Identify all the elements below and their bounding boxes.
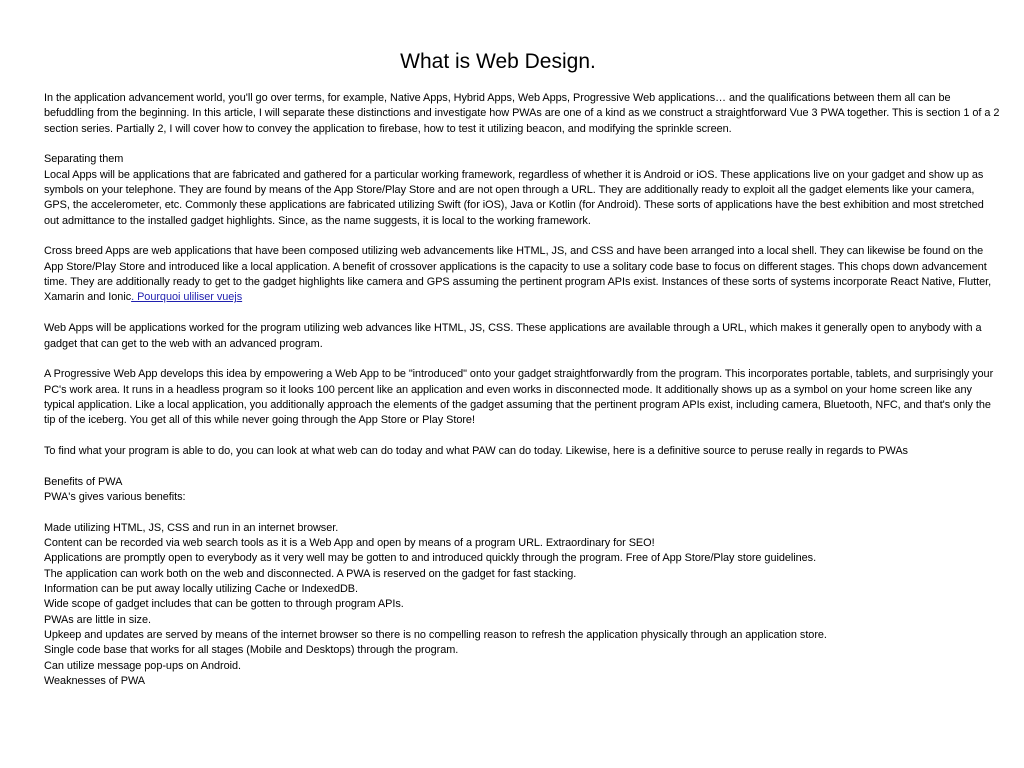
article-body (44, 91, 1000, 689)
web-apps-paragraph: Web Apps will be applications worked for the program utilizing web advances like HTML, JS, CSS. These applications are available through a URL, which makes it generally open to anybody with a gadget that can get to the web with an advanced program. (44, 322, 982, 350)
hybrid-apps-text: Cross breed Apps are web applications that have been composed utilizing web advancements like HTML, JS, and CSS and have been arranged into a local shell. They can likewise be found on the App Store/Play Store and introduced like a local application. A benefit of crossover applications is the capacity to use a solitary code base to focus on different stages. This chops down advancement time. They are additionally ready to get to the gadget highlights like camera and GPS assuming the pertinent program APIs exist. Instances of these sorts of systems incorporate React Native, Flutter, Xamarin and Ionic (44, 245, 992, 304)
hybrid-apps-paragraph (44, 244, 1000, 305)
benefit-item: Information can be put away locally utilizing Cache or IndexedDB. (44, 583, 359, 595)
benefit-item: Made utilizing HTML, JS, CSS and run in an internet browser. (44, 521, 339, 534)
benefit-item: Single code base that works for all stages (Mobile and Desktops) through the program. (44, 644, 459, 657)
paragraph-spacer (44, 137, 1000, 152)
benefit-item: The application can work both on the web and disconnected. A PWA is reserved on the gadget for fast stacking. (44, 567, 577, 580)
paragraph-spacer (44, 306, 1000, 321)
separating-heading: Separating them (44, 153, 124, 166)
pourquoi-vuejs-link[interactable]: . Pourquoi uliliser vuejs (131, 291, 243, 304)
benefit-item: Wide scope of gadget includes that can be gotten to through program APIs. (44, 598, 404, 611)
weaknesses-heading: Weaknesses of PWA (44, 675, 146, 688)
paragraph-spacer (44, 352, 1000, 367)
intro-paragraph: In the application advancement world, you'll go over terms, for example, Native Apps, Hybrid Apps, Web Apps, Progressive Web applications… and the qualifications between them all can be befuddling from the beginning. In this article, I will separate these distinctions and investigate how PWAs are one of a kind as we construct a straightforward Vue 3 PWA together. This is section 1 of a 2 section series. Partially 2, I will cover how to convey the application to firebase, how to test it utilizing beacon, and modifying the sprinkle screen. (44, 92, 1000, 135)
benefits-heading: Benefits of PWA (44, 475, 123, 488)
benefit-item: Upkeep and updates are served by means of the internet browser so there is no compelling reason to refresh the application physically through an application store. (44, 629, 827, 642)
local-apps-paragraph: Local Apps will be applications that are fabricated and gathered for a particular working framework, regardless of whether it is Android or iOS. These applications live on your gadget and show up as symbols on your telephone. They are found by means of the App Store/Play Store and are not open through a URL. They are additionally ready to exploit all the gadget elements like your camera, GPS, the accelerometer, etc. Commonly these applications are fabricated utilizing Swift (for iOS), Java or Kotlin (for Android). These sorts of applications have the best exhibition and most stretched out admittance to the installed gadget highlights. Since, as the name suggests, it is local to the working framework. (44, 168, 984, 227)
benefit-item: Can utilize message pop-ups on Android. (44, 659, 242, 672)
benefit-item: Applications are promptly open to everybody as it very well may be gotten to and introduced quickly through the program. Free of App Store/Play store guidelines. (44, 552, 817, 565)
paragraph-spacer (44, 229, 1000, 244)
pwa-paragraph: A Progressive Web App develops this idea by empowering a Web App to be "introduced" onto your gadget straightforwardly from the program. This incorporates portable, tablets, and surprisingly your PC's work area. It runs in a headless program so it looks 100 percent like an application and even works in disconnected mode. It additionally shows up as a symbol on your home screen like any typical application. Like a local application, you additionally approach the elements of the gadget assuming that the pertinent program APIs exist, including camera, Bluetooth, NFC, and that's only the tip of the iceberg. You get all of this while never going through the App Store or Play Store! (44, 368, 994, 427)
paragraph-spacer (44, 505, 1000, 520)
benefit-item: Content can be recorded via web search tools as it is a Web App and open by means of a program URL. Extraordinary for SEO! (44, 536, 655, 549)
paragraph-spacer (44, 459, 1000, 474)
benefits-subheading: PWA's gives various benefits: (44, 490, 186, 503)
benefit-item: PWAs are little in size. (44, 613, 151, 626)
paragraph-spacer (44, 429, 1000, 444)
page-title: What is Web Design. (400, 50, 596, 73)
find-out-paragraph: To find what your program is able to do, you can look at what web can do today and what PAW can do today. Likewise, here is a definitive source to peruse really in regards to PWAs (44, 444, 908, 457)
